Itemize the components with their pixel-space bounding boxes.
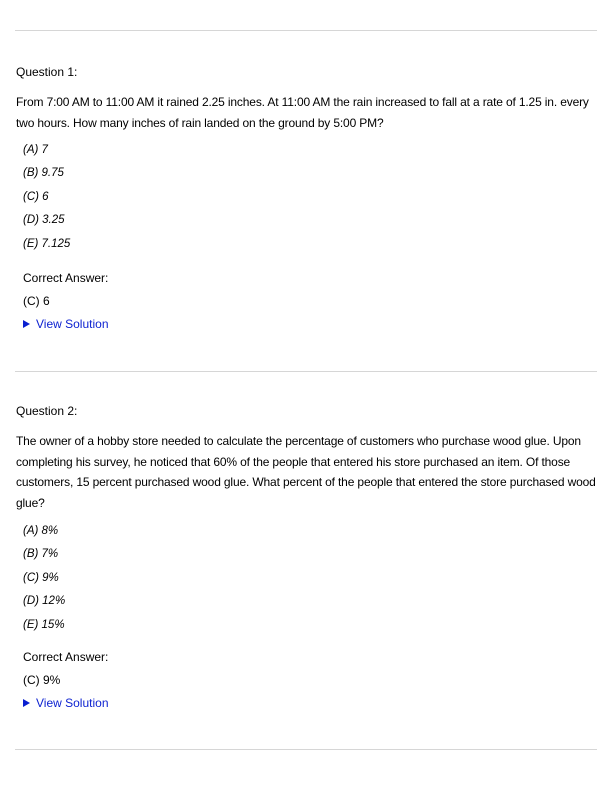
correct-answer-value: (C) 9% (23, 673, 61, 687)
choice-a: (A) 7 (23, 144, 48, 156)
choice-c: (C) 6 (23, 190, 49, 203)
choice-b: (B) 7% (23, 548, 59, 561)
answer-choices (23, 520, 65, 637)
correct-answer-value: (C) 6 (23, 294, 50, 308)
choice-a: (A) 8% (23, 525, 59, 537)
correct-answer-label: Correct Answer: (23, 650, 109, 664)
divider-bottom (15, 749, 597, 750)
view-solution-link[interactable] (23, 696, 109, 710)
choice-c: (C) 9% (23, 571, 59, 584)
divider-middle (15, 371, 597, 372)
play-triangle-icon (23, 699, 30, 707)
correct-answer-label: Correct Answer: (23, 271, 109, 285)
answer-choices (23, 139, 70, 256)
question-text: The owner of a hobby store needed to calculate the percentage of customers who purchase wood glue. Upon completing his survey, he noticed that 60% of the people that entered his store purchased an item. Of those customers, 15 percent purchased wood glue. What percent of the people that entered the store purchased wood glue? (16, 434, 596, 510)
choice-d: (D) 12% (23, 595, 66, 608)
choice-e: (E) 15% (23, 618, 65, 631)
question-title: Question 2: (16, 404, 78, 418)
choice-b: (B) 9.75 (23, 167, 64, 180)
view-solution-label: View Solution (36, 317, 109, 331)
question-text: From 7:00 AM to 11:00 AM it rained 2.25 inches. At 11:00 AM the rain increased to fall at a rate of 1.25 in. every two hours. How many inches of rain landed on the ground by 5:00 PM? (16, 95, 589, 130)
question-title: Question 1: (16, 65, 78, 79)
play-triangle-icon (23, 320, 30, 328)
divider-top (15, 30, 597, 31)
view-solution-link[interactable] (23, 317, 109, 331)
choice-e: (E) 7.125 (23, 237, 71, 250)
choice-d: (D) 3.25 (23, 214, 65, 227)
view-solution-label: View Solution (36, 696, 109, 710)
